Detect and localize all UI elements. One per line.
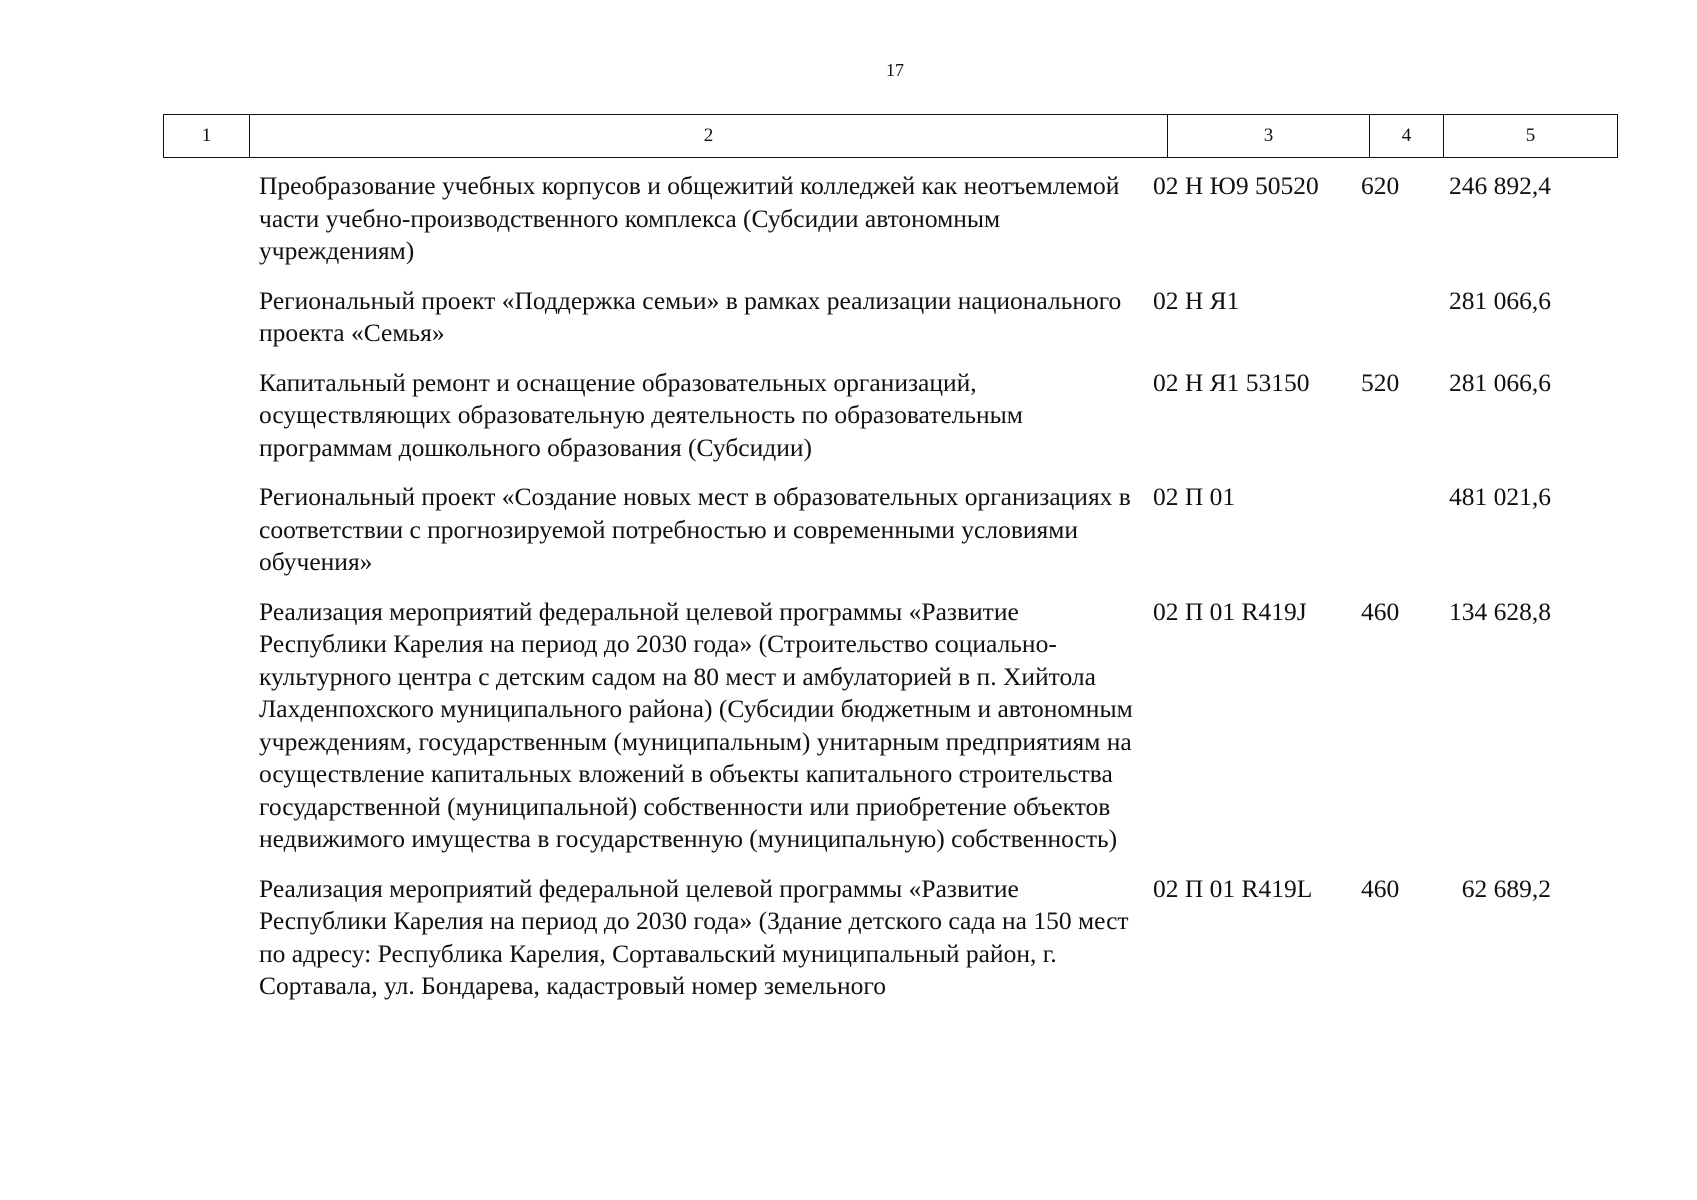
table-row [259, 873, 1609, 1003]
row-description: Преобразование учебных корпусов и общежитий колледжей как неотъемлемой части учебно-производственного комплекса (Субсидии автономным учреждениям) [259, 171, 1120, 265]
column-header-3: 3 [1168, 115, 1370, 158]
row-description: Реализация мероприятий федеральной целевой программы «Развитие Республики Карелия на период до 2030 года» (Строительство социально-культурного центра с детским садом на 80 мест и амбулаторией в п. Хийтола Лахденпохского муниципального района) (Субсидии бюджетным и автономным учреждениям, государственным (муниципальным) унитарным предприятиям на осуществление капитальных вложений в объекты капитального строительства государственной (муниципальной) собственности или приобретение объектов недвижимого имущества в государственную (муниципальную) собственность) [259, 596, 1133, 853]
column-header-1: 1 [164, 115, 250, 158]
row-amount: 281 066,6 [1449, 285, 1551, 315]
row-amount: 281 066,6 [1449, 367, 1551, 397]
row-amount: 62 689,2 [1461, 873, 1551, 903]
row-description: Региональный проект «Создание новых мест в образовательных организациях в соответствии с прогнозируемой потребностью и современными условиями обучения» [259, 482, 1131, 576]
column-header-4: 4 [1370, 115, 1444, 158]
row-code: 02 П 01 [1153, 482, 1236, 511]
row-expense-type: 460 [1361, 873, 1400, 903]
table-row [259, 367, 1609, 465]
row-amount: 134 628,8 [1449, 596, 1551, 626]
row-amount: 246 892,4 [1449, 171, 1551, 200]
row-description: Капитальный ремонт и оснащение образовательных организаций, осуществляющих образовательную деятельность по образовательным программам дошкольного образования (Субсидии) [259, 367, 1023, 462]
row-code: 02 Н Я1 53150 [1153, 367, 1310, 397]
table-row [259, 285, 1609, 350]
row-expense-type: 520 [1361, 367, 1400, 397]
row-code: 02 Н Ю9 50520 [1153, 171, 1319, 200]
column-header-2: 2 [250, 115, 1168, 158]
table-row [259, 481, 1609, 579]
column-header-table [163, 114, 1618, 158]
row-expense-type: 620 [1361, 171, 1400, 200]
row-description: Региональный проект «Поддержка семьи» в рамках реализации национального проекта «Семья» [259, 285, 1122, 347]
table-row [259, 596, 1609, 856]
column-header-5: 5 [1444, 115, 1618, 158]
row-code: 02 П 01 R419L [1153, 873, 1313, 903]
budget-rows [259, 170, 1609, 1020]
table-row [259, 170, 1609, 268]
row-code: 02 Н Я1 [1153, 285, 1240, 315]
row-description: Реализация мероприятий федеральной целевой программы «Развитие Республики Карелия на период до 2030 года» (Здание детского сада на 150 мест по адресу: Республика Карелия, Сортавальский муниципальный район, г. Сортавала, ул. Бондарева, кадастровый номер земельного [259, 873, 1129, 1000]
column-header-row [164, 115, 1618, 158]
row-amount: 481 021,6 [1449, 482, 1551, 511]
page-number: 17 [886, 60, 904, 80]
row-expense-type: 460 [1361, 596, 1400, 626]
row-code: 02 П 01 R419J [1153, 596, 1307, 626]
